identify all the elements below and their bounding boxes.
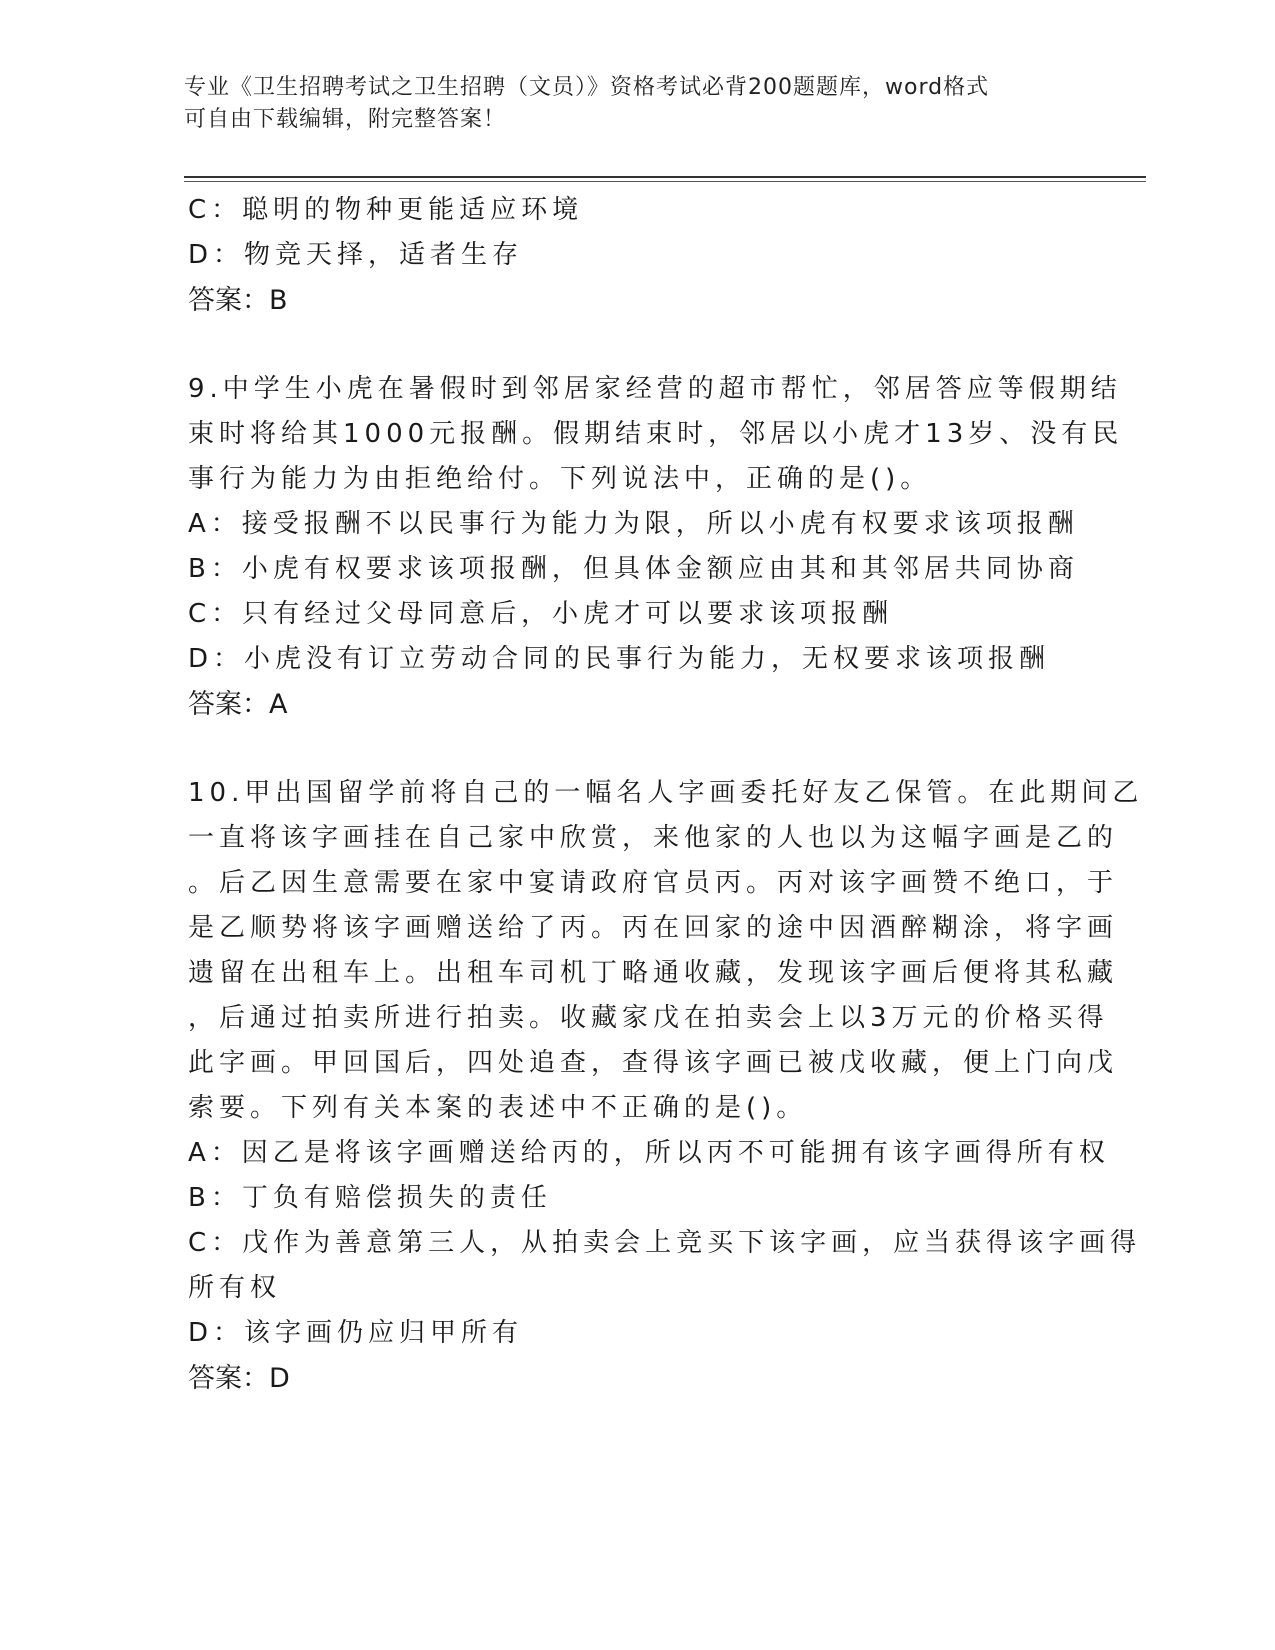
q9-stem-line-3: 事行为能力为由拒绝给付。下列说法中，正确的是()。 <box>188 464 932 494</box>
q10-stem-line-4: 是乙顺势将该字画赠送给了丙。丙在回家的途中因酒醉糊涂，将字画 <box>188 913 1119 943</box>
q9-stem-line-1: 9.中学生小虎在暑假时到邻居家经营的超市帮忙，邻居答应等假期结 <box>188 374 1122 404</box>
q9-option-c: C：只有经过父母同意后，小虎才可以要求该项报酬 <box>188 599 894 629</box>
q10-option-d: D：该字画仍应归甲所有 <box>188 1318 524 1348</box>
q10-option-a: A：因乙是将该字画赠送给丙的，所以丙不可能拥有该字画得所有权 <box>188 1138 1110 1168</box>
q10-stem-line-6: ，后通过拍卖所进行拍卖。收藏家戊在拍卖会上以3万元的价格买得 <box>188 1003 1109 1033</box>
q10-answer: 答案：D <box>188 1363 290 1394</box>
spacer <box>188 323 1088 367</box>
q10-stem-line-3: 。后乙因生意需要在家中宴请政府官员丙。丙对该字画赞不绝口，于 <box>188 868 1119 898</box>
q8-option-d: D：物竞天择，适者生存 <box>188 240 524 270</box>
spacer <box>188 727 1088 771</box>
document-body <box>188 188 1144 1401</box>
q8-option-c: C：聪明的物种更能适应环境 <box>188 195 584 225</box>
q10-stem-line-1: 10.甲出国留学前将自己的一幅名人字画委托好友乙保管。在此期间乙 <box>188 778 1144 808</box>
header-rule-thin <box>184 181 1146 182</box>
header-title-line-2: 可自由下载编辑，附完整答案！ <box>184 107 507 132</box>
question-8 <box>188 188 1088 323</box>
q10-stem-line-5: 遗留在出租车上。出租车司机丁略通收藏，发现该字画后便将其私藏 <box>188 958 1119 988</box>
header-title-line-1: 专业《卫生招聘考试之卫生招聘（文员）》资格考试必背200题题库，word格式 <box>184 75 990 100</box>
q9-option-b: B：小虎有权要求该项报酬，但具体金额应由其和其邻居共同协商 <box>188 554 1079 584</box>
header-rule-thick <box>184 176 1146 178</box>
question-10 <box>188 771 1144 1401</box>
q10-stem-line-2: 一直将该字画挂在自己家中欣赏，来他家的人也以为这幅字画是乙的 <box>188 823 1119 853</box>
page-header <box>184 72 1064 136</box>
q10-option-c-line-1: C：戊作为善意第三人，从拍卖会上竞买下该字画，应当获得该字画得 <box>188 1228 1142 1258</box>
q9-option-a: A：接受报酬不以民事行为能力为限，所以小虎有权要求该项报酬 <box>188 509 1079 539</box>
question-9 <box>188 367 1124 727</box>
q10-stem-line-8: 索要。下列有关本案的表述中不正确的是()。 <box>188 1093 808 1123</box>
q9-answer: 答案：A <box>188 689 288 720</box>
q10-stem-line-7: 此字画。甲回国后，四处追查，查得该字画已被戊收藏，便上门向戊 <box>188 1048 1119 1078</box>
q10-option-b: B：丁负有赔偿损失的责任 <box>188 1183 552 1213</box>
q8-answer: 答案：B <box>188 285 288 316</box>
q9-stem-line-2: 束时将给其1000元报酬。假期结束时，邻居以小虎才13岁、没有民 <box>188 419 1124 449</box>
q10-option-c-line-2: 所有权 <box>188 1273 282 1303</box>
q9-option-d: D：小虎没有订立劳动合同的民事行为能力，无权要求该项报酬 <box>188 644 1051 674</box>
